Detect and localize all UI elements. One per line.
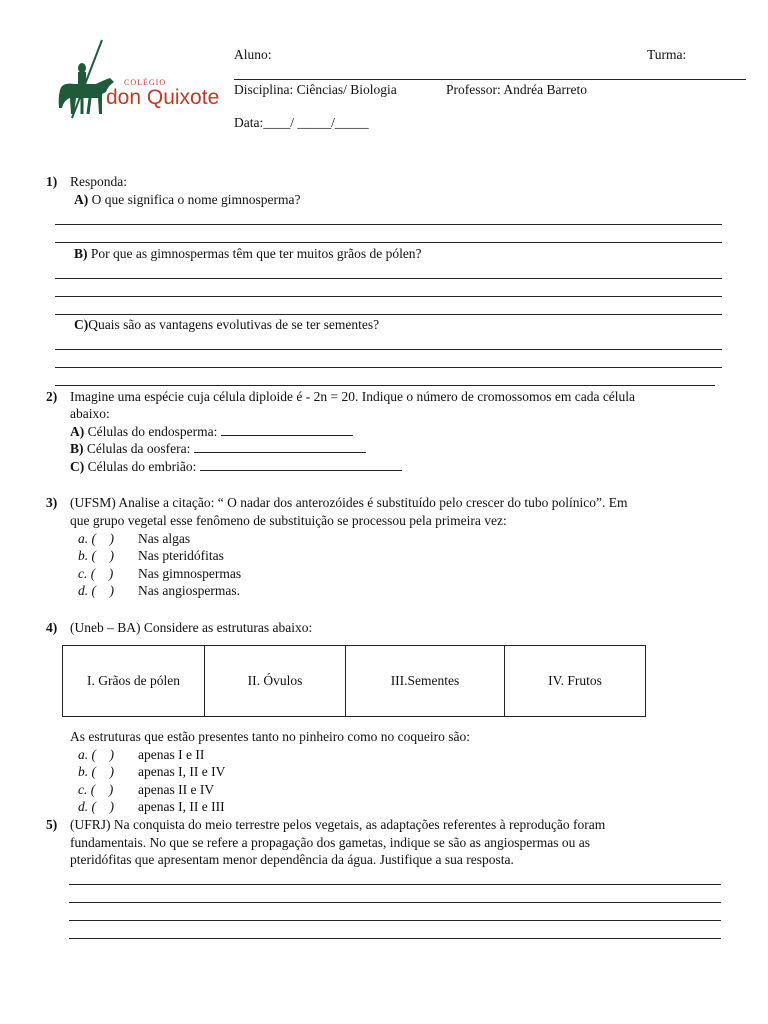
q1a-letter: A) [74,192,89,207]
option-label: d. ( ) [78,799,114,814]
aluno-label: Aluno: [234,47,272,62]
answer-line[interactable] [69,920,721,921]
option-text: apenas I e II [138,747,205,762]
q2b-answer-blank[interactable] [194,441,366,453]
option-label: c. ( ) [78,566,114,581]
answer-line[interactable] [69,938,721,939]
table-cell: II. Óvulos [205,646,346,717]
q1c-item [74,317,379,333]
option-label: c. ( ) [78,782,114,797]
option-text: apenas I, II e IV [138,764,226,779]
option-text: Nas pteridófitas [138,548,224,563]
q2c-letter: C) [70,459,85,474]
option-text: Nas gimnospermas [138,566,242,581]
q4-number: 4) [46,620,58,635]
professor-label: Professor: Andréa Barreto [446,82,587,97]
option-label: b. ( ) [78,548,114,563]
option-label: d. ( ) [78,583,114,598]
q1-prompt: Responda: [70,174,127,189]
q2c-answer-blank[interactable] [200,459,402,471]
q1c-letter: C) [74,317,89,332]
q2a-text: Células do endosperma: [87,424,218,439]
table-row [63,646,646,717]
q2b-letter: B) [70,441,84,456]
q1b-text: Por que as gimnospermas têm que ter muitos grãos de pólen? [90,246,422,261]
q5-text-line1: (UFRJ) Na conquista do meio terrestre pelos vegetais, as adaptações referentes à reprodução foram [70,817,606,832]
structures-table [62,645,646,717]
q5-text-line2: fundamentais. No que se refere a propagação dos gametas, indique se são as angiospermas ou as [70,835,590,850]
option-text: apenas II e IV [138,782,215,797]
q3-option-d[interactable] [78,583,240,599]
q1-number: 1) [46,174,58,189]
q2a-letter: A) [70,424,85,439]
q1a-item [74,192,300,208]
answer-line[interactable] [55,296,722,297]
q2a-answer-blank[interactable] [221,424,353,436]
disciplina-label: Disciplina: Ciências/ Biologia [234,82,397,97]
table-cell: IV. Frutos [505,646,646,717]
q2-text-line1: Imagine uma espécie cuja célula diploide é - 2n = 20. Indique o número de cromossomos em cada célula [70,389,636,404]
answer-line[interactable] [55,349,722,350]
q2c-text: Células do embrião: [87,459,197,474]
answer-line[interactable] [55,385,715,386]
q1c-text: Quais são as vantagens evolutivas de se ter sementes? [88,317,380,332]
school-logo [52,38,232,120]
q4-option-d[interactable] [78,799,225,815]
answer-line[interactable] [55,242,722,243]
q2b-item [70,441,366,457]
option-text: apenas I, II e III [138,799,225,814]
q4-option-c[interactable] [78,782,214,798]
logo-small-text: COLÉGIO [124,78,167,87]
turma-label: Turma: [647,47,687,62]
option-label: a. ( ) [78,747,114,762]
q4-prompt: (Uneb – BA) Considere as estruturas abaixo: [70,620,313,635]
header-divider [234,79,746,80]
q3-option-a[interactable] [78,531,190,547]
q5-text-line3: pteridófitas que apresentam menor dependência da água. Justifique a sua resposta. [70,852,514,867]
answer-line[interactable] [55,224,722,225]
q2-text-line2: abaixo: [70,406,110,421]
q3-option-b[interactable] [78,548,224,564]
table-cell: III.Sementes [346,646,505,717]
q5-number: 5) [46,817,58,832]
answer-line[interactable] [69,902,721,903]
q2a-item [70,424,353,440]
data-field[interactable]: Data:____/ _____/_____ [234,115,369,130]
q3-option-c[interactable] [78,566,241,582]
option-label: b. ( ) [78,764,114,779]
answer-line[interactable] [55,314,722,315]
answer-line[interactable] [55,278,722,279]
option-text: Nas algas [138,531,191,546]
q3-text-line1: (UFSM) Analise a citação: “ O nadar dos anterozóides é substituído pelo crescer do tubo polínico”. Em [70,495,628,510]
q4-question: As estruturas que estão presentes tanto no pinheiro como no coqueiro são: [70,729,471,744]
option-text: Nas angiospermas. [138,583,240,598]
answer-line[interactable] [69,884,721,885]
q1b-letter: B) [74,246,88,261]
logo-name: don Quixote [106,86,220,109]
q2-number: 2) [46,389,58,404]
q2b-text: Células da oosfera: [86,441,191,456]
q1a-text: O que significa o nome gimnosperma? [91,192,301,207]
q4-option-a[interactable] [78,747,204,763]
answer-line[interactable] [55,367,722,368]
q3-number: 3) [46,495,58,510]
q4-option-b[interactable] [78,764,225,780]
table-cell: I. Grãos de pólen [63,646,205,717]
q2c-item [70,459,402,475]
q3-text-line2: que grupo vegetal esse fenômeno de substituição se processou pela primeira vez: [70,513,507,528]
option-label: a. ( ) [78,531,114,546]
q1b-item [74,246,422,262]
